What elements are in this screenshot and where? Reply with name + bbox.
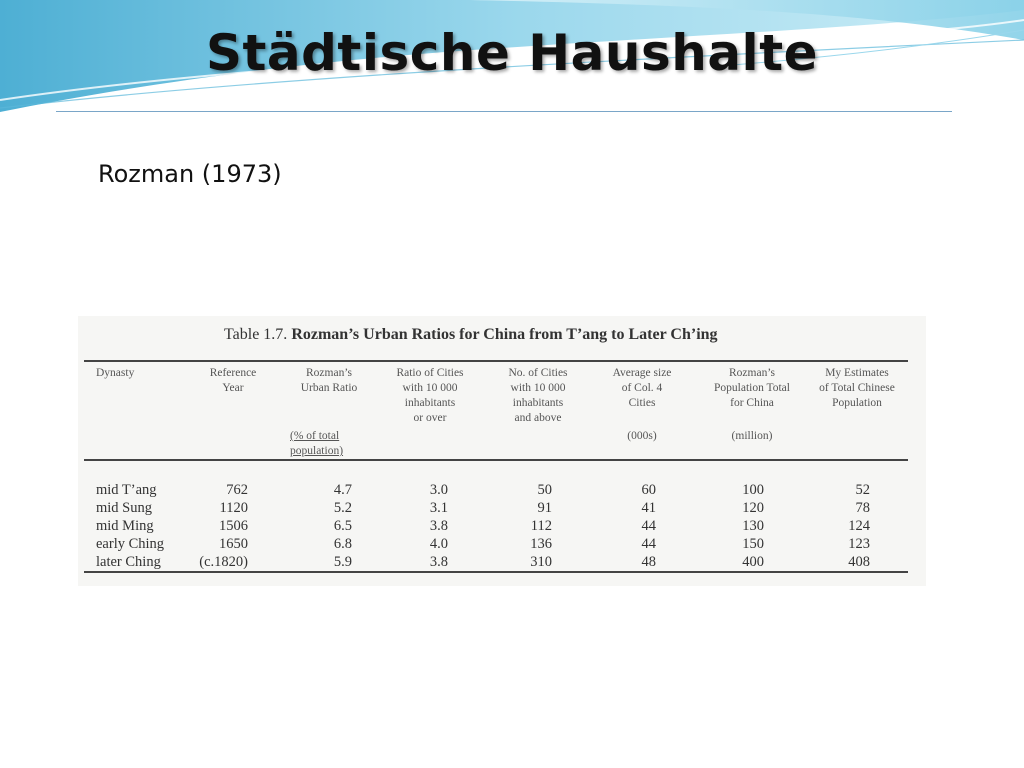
cell-number-cities: 136 bbox=[530, 536, 552, 552]
cell-my-estimate: 123 bbox=[848, 536, 870, 552]
table-row bbox=[78, 481, 926, 499]
cell-urban-ratio: 4.7 bbox=[333, 482, 352, 498]
header-average-size: Average size of Col. 4 Cities bbox=[612, 367, 672, 409]
cell-reference-year: 1506 bbox=[219, 518, 248, 534]
cell-dynasty: mid Sung bbox=[96, 500, 152, 516]
cell-average-size: 44 bbox=[641, 536, 656, 552]
cell-rozman-population: 120 bbox=[742, 500, 764, 516]
cell-dynasty: mid T’ang bbox=[96, 482, 157, 498]
table-bottom-rule bbox=[84, 571, 908, 573]
cell-reference-year: 1650 bbox=[219, 536, 248, 552]
slide-title: Städtische Haushalte bbox=[205, 24, 819, 82]
cell-dynasty: mid Ming bbox=[96, 518, 154, 534]
cell-rozman-population: 400 bbox=[742, 554, 764, 570]
cell-ratio-cities: 3.1 bbox=[429, 500, 448, 516]
header-urban-ratio: Rozman’s Urban Ratio bbox=[300, 367, 358, 394]
cell-my-estimate: 52 bbox=[855, 482, 870, 498]
cell-my-estimate: 408 bbox=[848, 554, 870, 570]
header-dynasty: Dynasty bbox=[96, 367, 135, 379]
table-row bbox=[78, 517, 926, 535]
cell-reference-year: (c.1820) bbox=[199, 554, 248, 570]
table-caption bbox=[224, 326, 718, 344]
table-caption-prefix: Table 1.7. bbox=[224, 326, 288, 343]
table-top-rule bbox=[84, 360, 908, 362]
header-ratio-cities: Ratio of Cities with 10 000 inhabitants or over bbox=[396, 367, 464, 424]
cell-reference-year: 762 bbox=[226, 482, 248, 498]
header-rozman-population: Rozman’s Population Total for China bbox=[714, 367, 790, 409]
unit-million: (million) bbox=[731, 430, 773, 442]
cell-average-size: 48 bbox=[641, 554, 656, 570]
cell-average-size: 44 bbox=[641, 518, 656, 534]
cell-average-size: 41 bbox=[641, 500, 656, 516]
cell-my-estimate: 78 bbox=[855, 500, 870, 516]
table-header-rule bbox=[84, 459, 908, 461]
cell-reference-year: 1120 bbox=[219, 500, 248, 516]
table-row bbox=[78, 535, 926, 553]
unit-thousands: (000s) bbox=[627, 430, 657, 442]
cell-ratio-cities: 3.0 bbox=[429, 482, 448, 498]
table-row bbox=[78, 499, 926, 517]
slide-subtitle: Rozman (1973) bbox=[98, 160, 282, 188]
cell-my-estimate: 124 bbox=[848, 518, 870, 534]
header-number-cities: No. of Cities with 10 000 inhabitants and above bbox=[508, 367, 568, 424]
cell-number-cities: 310 bbox=[530, 554, 552, 570]
cell-urban-ratio: 5.9 bbox=[333, 554, 352, 570]
scanned-table-image bbox=[78, 316, 926, 586]
cell-number-cities: 91 bbox=[537, 500, 552, 516]
title-divider bbox=[56, 111, 952, 112]
cell-urban-ratio: 5.2 bbox=[333, 500, 352, 516]
cell-urban-ratio: 6.8 bbox=[333, 536, 352, 552]
cell-dynasty: later Ching bbox=[96, 554, 161, 570]
cell-rozman-population: 100 bbox=[742, 482, 764, 498]
cell-ratio-cities: 4.0 bbox=[429, 536, 448, 552]
cell-ratio-cities: 3.8 bbox=[429, 554, 448, 570]
header-reference-year: Reference Year bbox=[209, 367, 257, 394]
cell-number-cities: 112 bbox=[530, 518, 552, 534]
cell-rozman-population: 150 bbox=[742, 536, 764, 552]
cell-urban-ratio: 6.5 bbox=[333, 518, 352, 534]
cell-average-size: 60 bbox=[641, 482, 656, 498]
table-caption-title: Rozman’s Urban Ratios for China from T’ang to Later Ch’ing bbox=[291, 326, 718, 343]
cell-rozman-population: 130 bbox=[742, 518, 764, 534]
cell-dynasty: early Ching bbox=[96, 536, 165, 552]
table-row bbox=[78, 553, 926, 571]
cell-number-cities: 50 bbox=[537, 482, 552, 498]
cell-ratio-cities: 3.8 bbox=[429, 518, 448, 534]
header-my-estimates: My Estimates of Total Chinese Population bbox=[819, 367, 895, 409]
unit-percent-population: (% of total population) bbox=[290, 430, 344, 457]
